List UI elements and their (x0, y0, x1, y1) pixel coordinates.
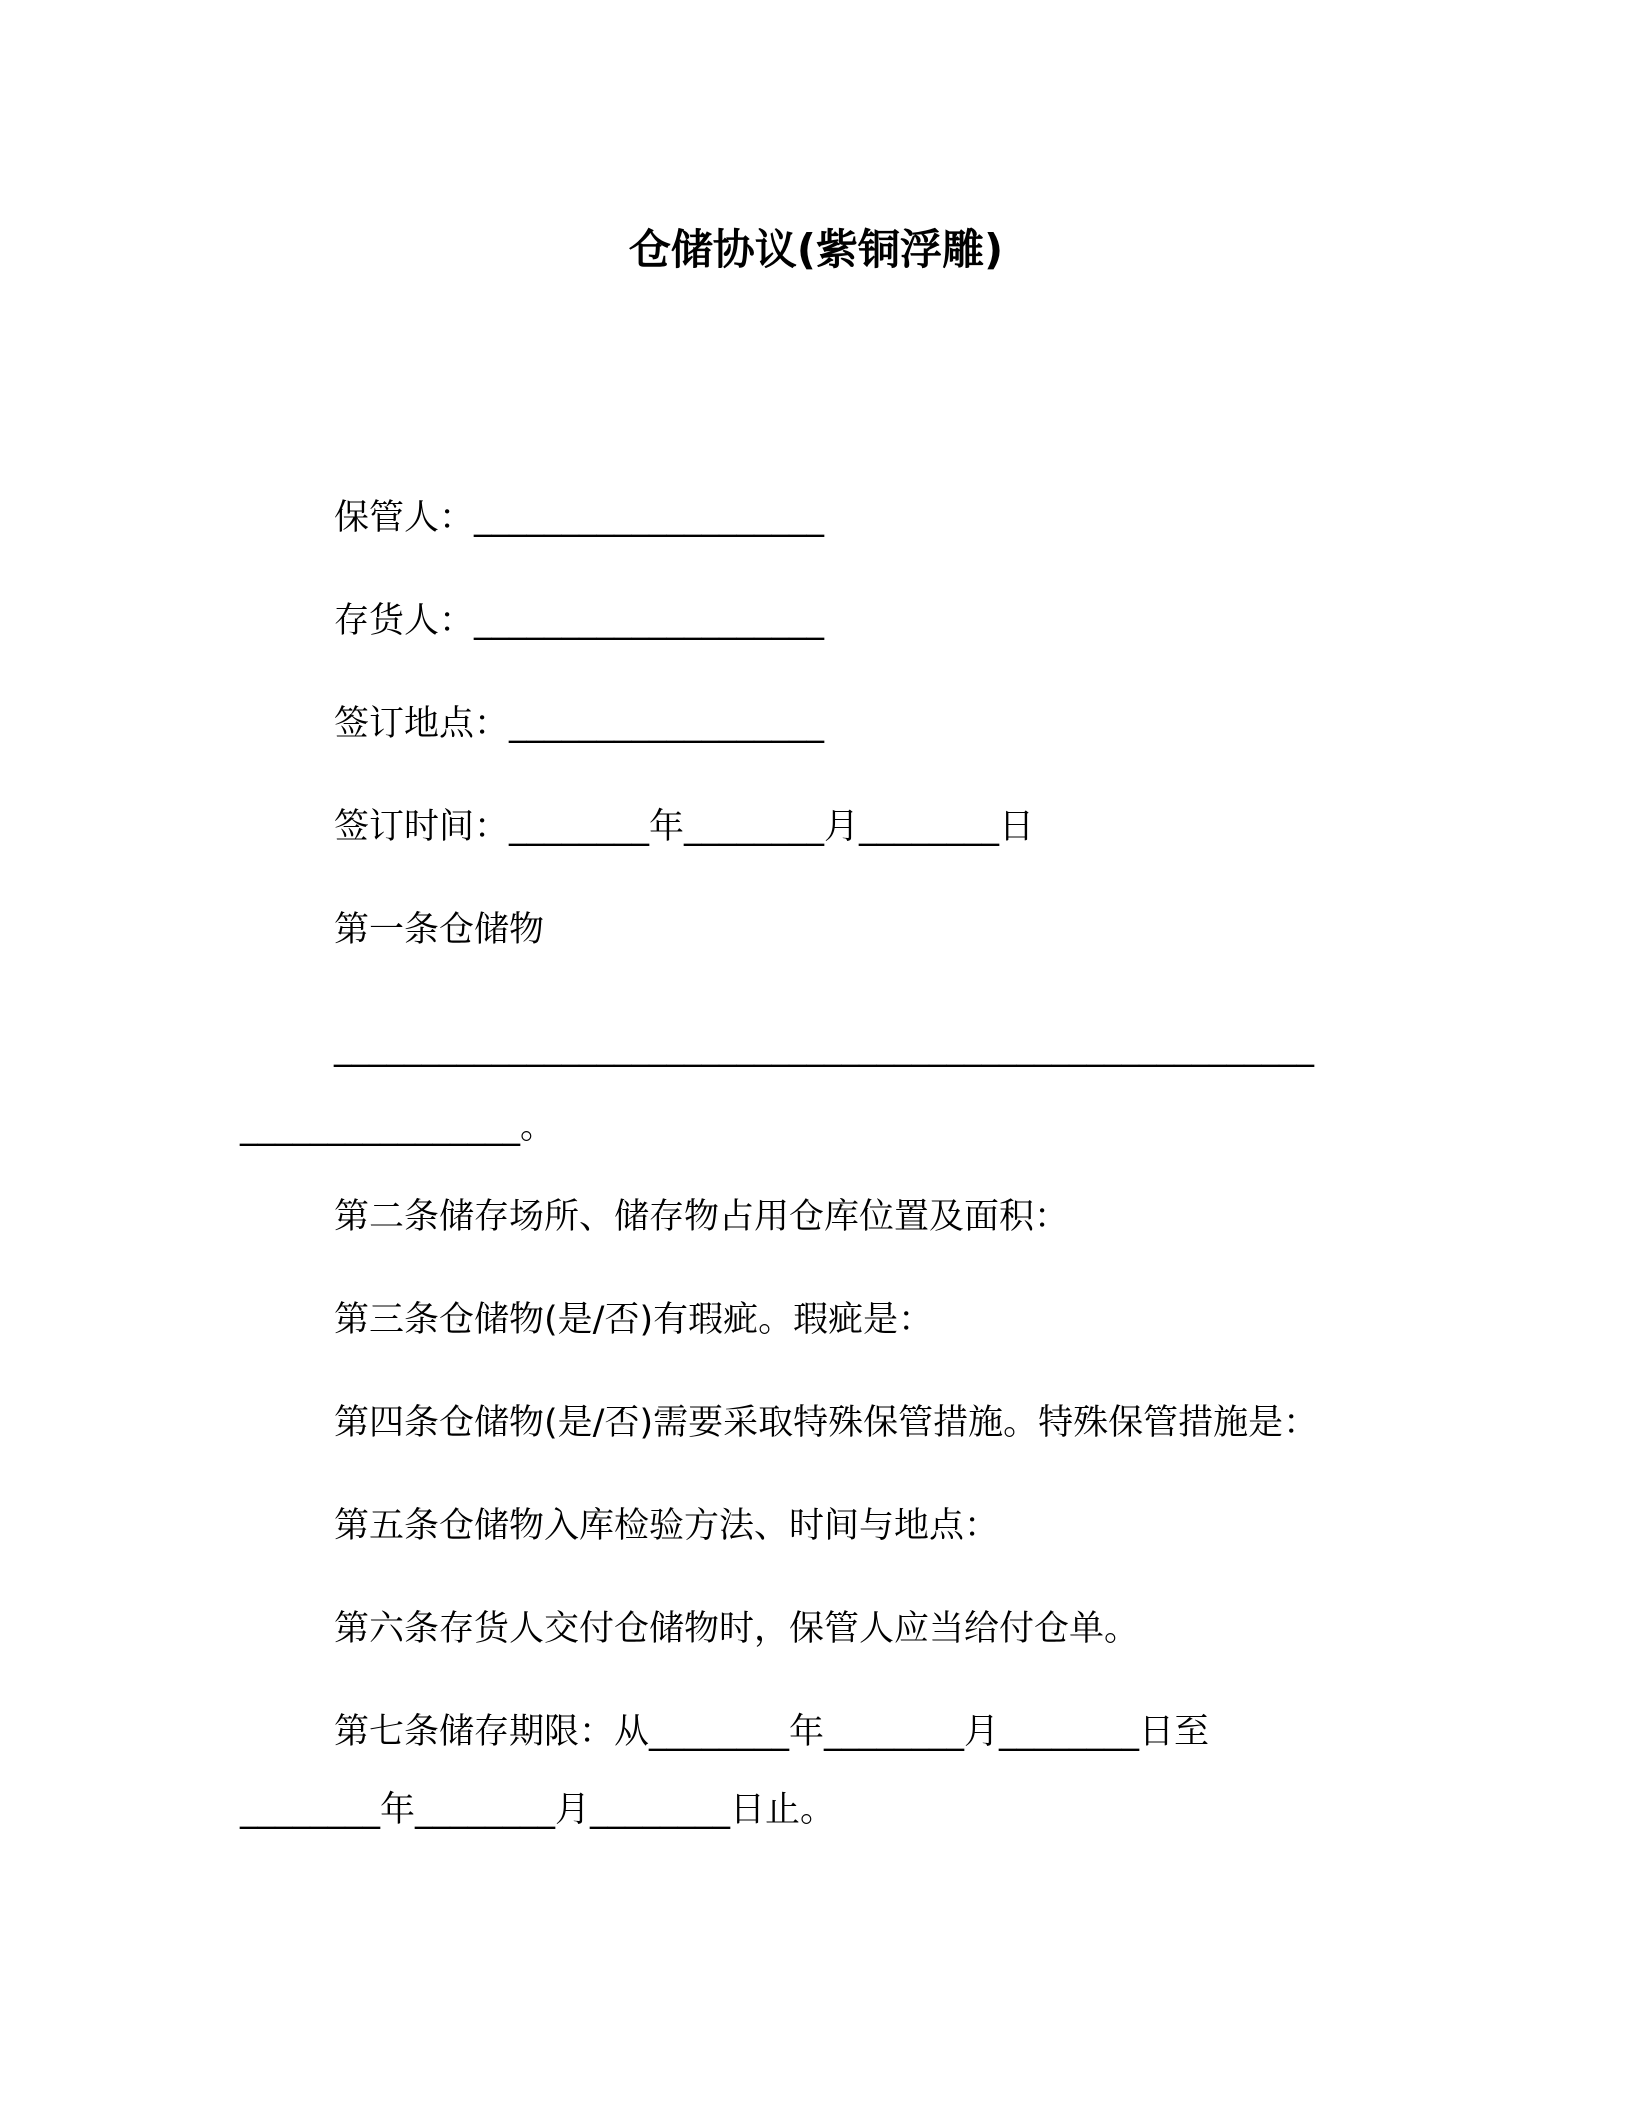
article-3: 第三条仓储物(是/否)有瑕疵。瑕疵是： (334, 1300, 934, 1340)
article-1-blank-line-2: ________________。 (240, 1107, 556, 1147)
document-title: 仓储协议(紫铜浮雕) (628, 225, 1004, 274)
article-7-line-1: 第七条储存期限：从________年________月________日至 (334, 1712, 1210, 1752)
article-6: 第六条存货人交付仓储物时，保管人应当给付仓单。 (334, 1609, 1140, 1649)
article-7-line-2: ________年________月________日止。 (240, 1790, 836, 1830)
article-4: 第四条仓储物(是/否)需要采取特殊保管措施。特殊保管措施是： (334, 1403, 1319, 1443)
article-1-blank-line-1: ________________________________________________________ (334, 1028, 1314, 1068)
article-1-heading: 第一条仓储物 (334, 910, 545, 950)
signing-place-line: 签订地点：__________________ (334, 704, 825, 744)
depositor-line: 存货人：____________________ (334, 601, 825, 641)
signing-time-line: 签订时间：________年________月________日 (334, 807, 1035, 847)
article-2: 第二条储存场所、储存物占用仓库位置及面积： (334, 1197, 1070, 1237)
custodian-line: 保管人：____________________ (334, 498, 825, 538)
article-5: 第五条仓储物入库检验方法、时间与地点： (334, 1506, 1000, 1546)
